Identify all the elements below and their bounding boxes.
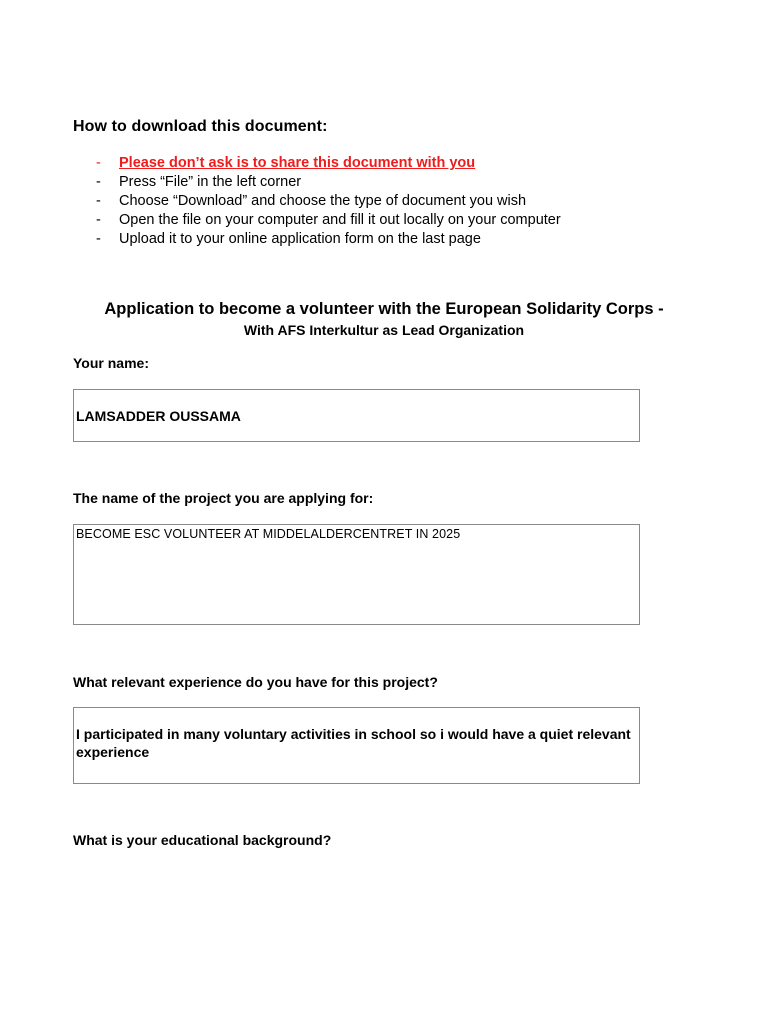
list-item bbox=[96, 192, 561, 211]
howto-heading: How to download this document: bbox=[73, 118, 328, 135]
step-text: Choose “Download” and choose the type of document you wish bbox=[119, 193, 527, 209]
project-label: The name of the project you are applying for: bbox=[73, 490, 374, 506]
experience-label: What relevant experience do you have for this project? bbox=[73, 674, 438, 690]
warning-step-text: Please don’t ask is to share this document with you bbox=[119, 155, 476, 171]
application-title: Application to become a volunteer with the European Solidarity Corps - bbox=[104, 300, 664, 318]
list-dash: - bbox=[96, 193, 101, 209]
application-subtitle: With AFS Interkultur as Lead Organization bbox=[243, 322, 525, 338]
list-dash: - bbox=[96, 212, 101, 228]
experience-field[interactable]: I participated in many voluntary activities in school so i would have a quiet relevant experience bbox=[73, 707, 640, 784]
step-text: Open the file on your computer and fill it out locally on your computer bbox=[119, 212, 561, 228]
list-item bbox=[96, 211, 561, 230]
list-dash: - bbox=[96, 174, 101, 190]
step-text: Press “File” in the left corner bbox=[119, 174, 302, 190]
list-item bbox=[96, 173, 561, 192]
education-label: What is your educational background? bbox=[73, 832, 332, 848]
list-item bbox=[96, 154, 561, 173]
name-field[interactable]: LAMSADDER OUSSAMA bbox=[73, 389, 640, 442]
list-dash: - bbox=[96, 231, 101, 247]
download-steps-list bbox=[96, 154, 561, 249]
list-item bbox=[96, 230, 561, 249]
name-label: Your name: bbox=[73, 355, 149, 371]
list-dash: - bbox=[96, 155, 101, 171]
step-text: Upload it to your online application form on the last page bbox=[119, 231, 481, 247]
project-field[interactable]: BECOME ESC VOLUNTEER AT MIDDELALDERCENTRET IN 2025 bbox=[73, 524, 640, 625]
